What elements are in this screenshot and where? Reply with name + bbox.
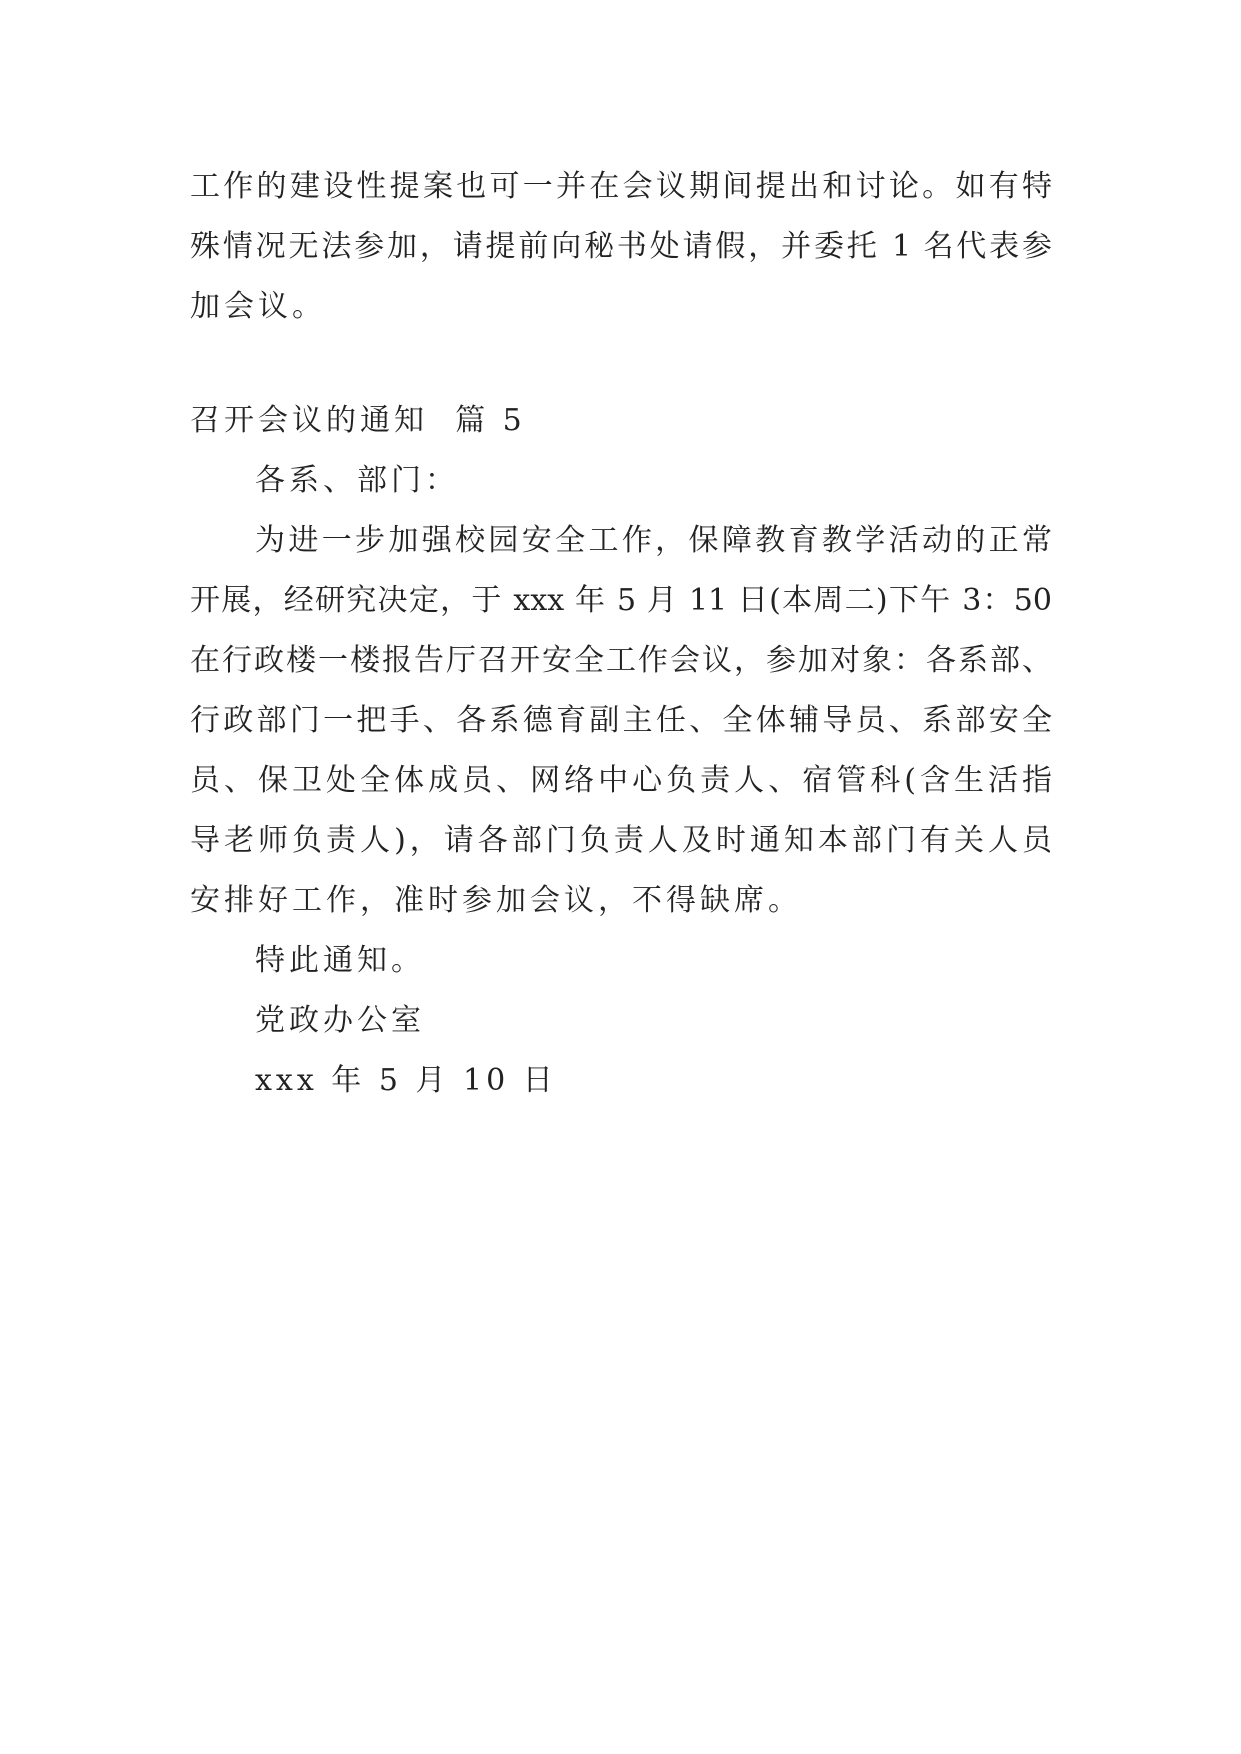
signature-date: xxx 年 5 月 10 日 xyxy=(255,1063,557,1098)
body-line-2: 开展，经研究决定，于 xxx 年 5 月 11 日(本周二)下午 3：50 xyxy=(190,583,1052,618)
prev-paragraph-line-3: 加会议。 xyxy=(190,289,326,324)
prev-paragraph-line-1: 工作的建设性提案也可一并在会议期间提出和讨论。如有特 xyxy=(190,169,1052,204)
body-line-4: 行政部门一把手、各系德育副主任、全体辅导员、系部安全 xyxy=(190,703,1052,738)
signature-office: 党政办公室 xyxy=(255,1003,425,1038)
body-line-5: 员、保卫处全体成员、网络中心负责人、宿管科(含生活指 xyxy=(190,763,1052,798)
body-line-3: 在行政楼一楼报告厅召开安全工作会议，参加对象：各系部、 xyxy=(190,643,1052,678)
body-line-1: 为进一步加强校园安全工作，保障教育教学活动的正常 xyxy=(255,523,1052,558)
body-line-7: 安排好工作，准时参加会议，不得缺席。 xyxy=(190,883,802,918)
section-heading: 召开会议的通知 篇 5 xyxy=(190,403,526,438)
body-line-6: 导老师负责人)，请各部门负责人及时通知本部门有关人员 xyxy=(190,823,1052,858)
closing-text: 特此通知。 xyxy=(255,943,425,978)
salutation: 各系、部门： xyxy=(255,463,459,498)
prev-paragraph-line-2: 殊情况无法参加，请提前向秘书处请假，并委托 1 名代表参 xyxy=(190,229,1052,264)
